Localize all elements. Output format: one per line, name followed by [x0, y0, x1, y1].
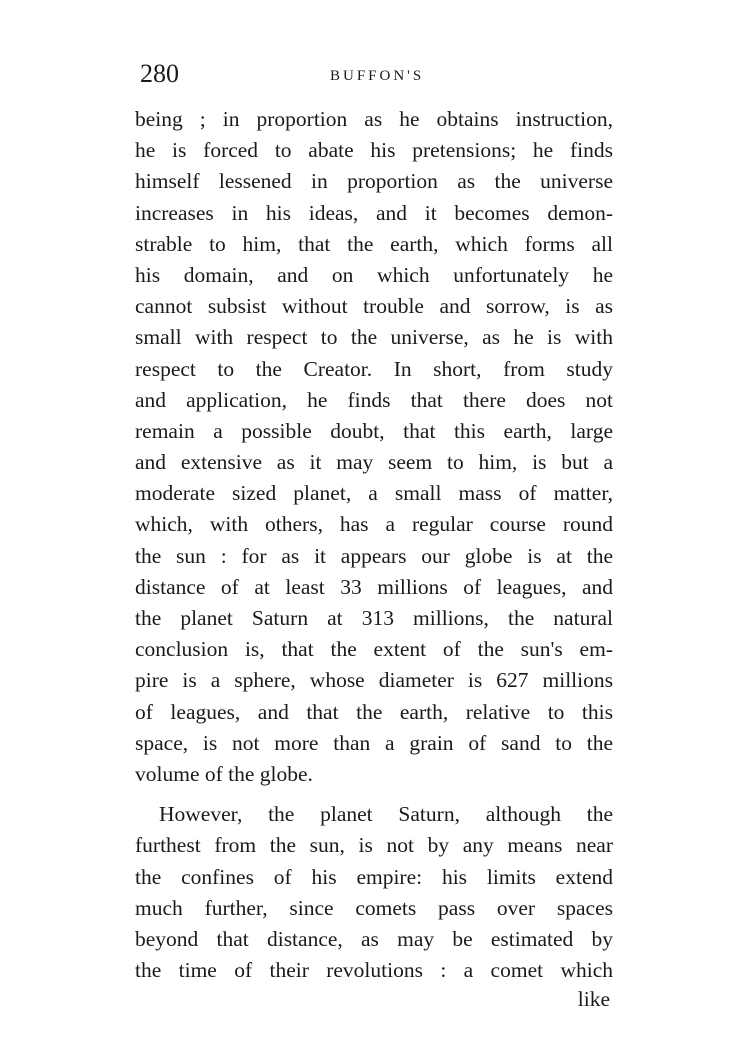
text-line: much further, since comets pass over spaces: [135, 895, 613, 920]
paragraph-gap: [135, 790, 613, 799]
body-text: [135, 104, 613, 986]
text-line: and application, he finds that there does not: [135, 387, 613, 412]
page-header: [140, 58, 610, 90]
text-line: furthest from the sun, is not by any means near: [135, 833, 613, 858]
text-line: remain a possible doubt, that this earth, large: [135, 418, 613, 443]
paragraph-1: [135, 104, 613, 790]
text-line: the confines of his empire: his limits extend: [135, 864, 613, 889]
paragraph-2: [135, 799, 613, 986]
text-line: distance of at least 33 millions of leagues, and: [135, 574, 613, 599]
text-line: However, the planet Saturn, although the: [159, 802, 613, 827]
catchword: like: [577, 987, 610, 1011]
text-line: beyond that distance, as may be estimated by: [135, 926, 613, 951]
text-line: space, is not more than a grain of sand to the: [135, 730, 613, 755]
running-head: BUFFON'S: [330, 68, 425, 84]
text-line: himself lessened in proportion as the universe: [135, 169, 613, 194]
text-line: his domain, and on which unfortunately he: [135, 262, 613, 287]
text-line: he is forced to abate his pretensions; he finds: [135, 138, 613, 163]
text-line: the planet Saturn at 313 millions, the natural: [135, 606, 613, 630]
text-line: increases in his ideas, and it becomes demon-: [135, 200, 613, 225]
text-line: of leagues, and that the earth, relative to this: [135, 699, 613, 724]
text-line: and extensive as it may seem to him, is but a: [135, 450, 613, 475]
text-line: the time of their revolutions : a comet which: [135, 958, 613, 983]
text-line: small with respect to the universe, as he is with: [135, 325, 613, 350]
text-line: strable to him, that the earth, which forms all: [135, 231, 613, 256]
text-line: which, with others, has a regular course round: [135, 512, 613, 537]
text-line: conclusion is, that the extent of the sun's em-: [135, 637, 613, 662]
text-line: being ; in proportion as he obtains instruction,: [135, 107, 613, 131]
text-line: moderate sized planet, a small mass of matter,: [135, 481, 613, 506]
text-line: cannot subsist without trouble and sorrow, is as: [135, 294, 613, 319]
text-line: pire is a sphere, whose diameter is 627 millions: [135, 668, 613, 693]
text-line: the sun : for as it appears our globe is at the: [135, 543, 613, 568]
page-number: 280: [140, 59, 179, 88]
text-line: respect to the Creator. In short, from study: [135, 356, 613, 381]
text-line: volume of the globe.: [135, 761, 313, 786]
